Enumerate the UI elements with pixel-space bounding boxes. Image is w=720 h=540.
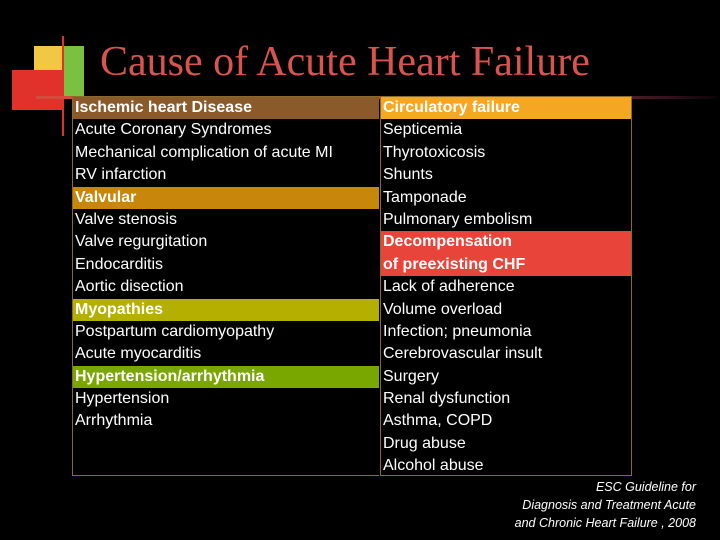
citation [466,478,696,532]
cause-item: Postpartum cardiomyopathy [75,322,275,340]
cause-item: Hypertension [75,390,170,408]
cause-item: Cerebrovascular insult [383,345,543,363]
deco-square-green [62,46,84,98]
cause-item: Septicemia [383,121,463,139]
category-header: Hypertension/arrhythmia [73,366,379,388]
cause-item: Drug abuse [383,434,466,452]
page-title: Cause of Acute Heart Failure [100,39,590,85]
category-header: Myopathies [73,299,379,321]
cause-item: Shunts [383,166,433,184]
left-cause-column [72,96,379,476]
citation-line: Diagnosis and Treatment Acute [522,498,696,512]
category-header: of preexisting CHF [381,254,631,276]
deco-square-red [12,70,64,110]
cause-item: Acute Coronary Syndromes [75,121,272,139]
cause-item: Mechanical complication of acute MI [75,143,333,161]
category-header: Circulatory failure [381,97,631,119]
cause-item: Tamponade [383,188,467,206]
cause-item: Volume overload [383,300,503,318]
cause-item: Acute myocarditis [75,345,202,363]
cause-item: Pulmonary embolism [383,210,533,228]
citation-line: and Chronic Heart Failure , 2008 [514,516,696,530]
cause-item: Endocarditis [75,255,164,273]
cause-item: Surgery [383,367,440,385]
cause-item: Arrhythmia [75,412,153,430]
right-cause-column [380,96,632,476]
category-header: Decompensation [381,231,631,253]
cause-item: RV infarction [75,166,167,184]
category-header: Valvular [73,187,379,209]
category-header: Ischemic heart Disease [73,97,379,119]
cause-item: Thyrotoxicosis [383,143,486,161]
cause-item: Valve stenosis [75,210,177,228]
cause-item: Infection; pneumonia [383,322,532,340]
cause-item: Asthma, COPD [383,412,493,430]
cause-item: Lack of adherence [383,278,515,296]
cause-item: Alcohol abuse [383,457,484,475]
cause-item: Valve regurgitation [75,233,208,251]
deco-vertical-line [62,36,64,136]
cause-item: Renal dysfunction [383,390,511,408]
cause-item: Aortic disection [75,278,184,296]
citation-line: ESC Guideline for [595,480,696,494]
